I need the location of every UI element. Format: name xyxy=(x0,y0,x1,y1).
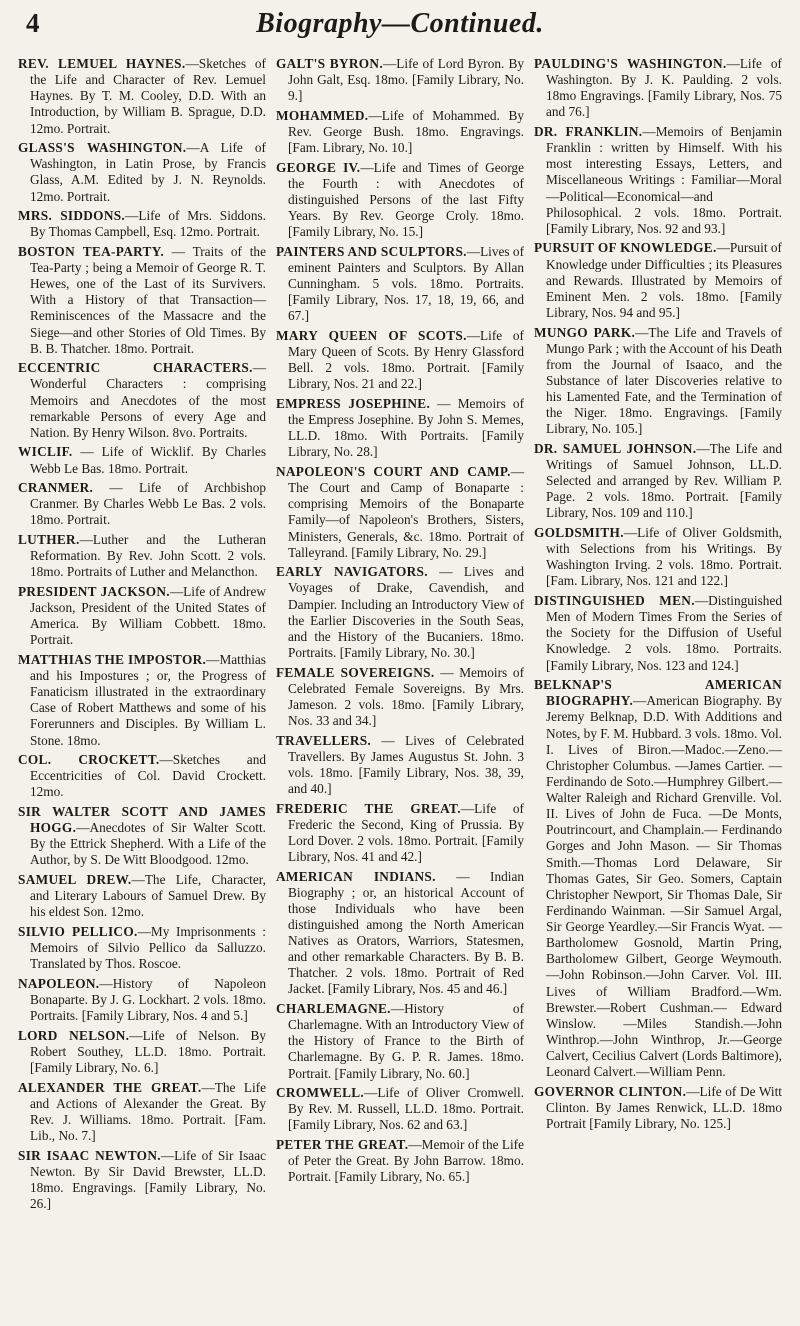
catalogue-entry xyxy=(18,532,266,580)
entry-heading: TRAVELLERS. xyxy=(276,732,372,748)
catalogue-entry xyxy=(276,1137,524,1185)
catalogue-entry xyxy=(18,1028,266,1076)
entry-heading: SAMUEL DREW. xyxy=(18,872,132,887)
catalogue-entry xyxy=(18,872,266,920)
entry-description: —Memoirs of Benjamin Franklin : written by Himself. With his most interesting Essays, Letters, and Miscellaneous Writings : Familiar—Moral—Political—Economical—and Philosophical. 2 vols. 18mo. Portrait. [Family Library, Nos. 92 and 93.] xyxy=(546,124,782,236)
catalogue-entry xyxy=(18,56,266,137)
entry-description: —Life and Times of George the Fourth : with Anecdotes of distinguished Persons of the last Fifty Years. By Rev. George Croly. 18mo. [Family Library, No. 15.] xyxy=(288,159,524,240)
entry-heading: MOHAMMED. xyxy=(276,107,369,123)
entry-heading: LUTHER. xyxy=(18,532,80,547)
entry-description: — Lives and Voyages of Drake, Cavendish, and Dampier. Including an Introductory View of the Earlier Discoveries in the South Seas, and the History of the Bucaniers. 18mo. Portraits. [Family Library, No. 30.] xyxy=(288,564,524,660)
entry-heading: DR. FRANKLIN. xyxy=(534,124,643,139)
entry-heading: CROMWELL. xyxy=(276,1085,365,1101)
catalogue-entry xyxy=(276,564,524,661)
catalogue-entry xyxy=(18,444,266,476)
entry-heading: BOSTON TEA-PARTY. xyxy=(18,243,165,259)
entry-heading: ECCENTRIC CHARACTERS. xyxy=(18,360,253,376)
entry-heading: AMERICAN INDIANS. xyxy=(276,868,436,884)
entry-description: — Memoirs of the Empress Josephine. By John S. Memes, LL.D. 18mo. With Portraits. [Family Library, No. 28.] xyxy=(288,396,525,460)
catalogue-entry xyxy=(276,733,524,798)
entry-description: —Life of Nelson. By Robert Southey, LL.D. 18mo. Portrait. [Family Library, No. 6.] xyxy=(30,1027,266,1075)
catalogue-entry xyxy=(534,240,782,321)
catalogue-entry xyxy=(276,108,524,156)
entry-description: — Life of Wicklif. By Charles Webb Le Bas. 18mo. Portrait. xyxy=(30,444,266,476)
catalogue-entry xyxy=(534,677,782,1080)
entry-heading: FEMALE SOVEREIGNS. xyxy=(276,664,435,680)
catalogue-entry xyxy=(18,244,266,357)
entry-heading: PRESIDENT JACKSON. xyxy=(18,583,170,599)
entry-description: —Life of Washington. By J. K. Paulding. 2 vols. 18mo Engravings. [Family Library, Nos. 75 and 76.] xyxy=(546,56,782,120)
entry-heading: PETER THE GREAT. xyxy=(276,1137,409,1152)
entry-heading: ALEXANDER THE GREAT. xyxy=(18,1079,202,1095)
catalogue-entry xyxy=(18,1148,266,1213)
entry-description: —Sketches and Eccentricities of Col. David Crockett. 12mo. xyxy=(30,752,266,800)
entry-description: —Life of De Witt Clinton. By James Renwick, LL.D. 18mo Portrait [Family Library, No. 125.] xyxy=(546,1083,782,1131)
entry-description: — Memoirs of Celebrated Female Sovereigns. By Mrs. Jameson. 2 vols. 18mo. [Family Library, Nos. 33 and 34.] xyxy=(288,664,524,728)
entry-description: —American Biography. By Jeremy Belknap, D.D. With Additions and Notes, by F. M. Hubbard. 3 vols. 18mo. Vol. I. Lives of Biron.—Madoc.—Zeno.—Christopher Columbus. —James Cartier. — Ferdinando de Soto.—Humphrey Gilbert.—Walter Raleigh and Richard Grenville. Vol. II. Lives of John de Fuca. —De Monts, Poutrincourt, and Champlain.— Ferdinando Gorges and John Mason. — Sir Thomas Smith.—Thomas Lord Delaware, Sir Thomas Gates, Sir Geo. Somers, Captain Christopher Newport, Sir Thomas Dale, Sir Ferdinando Wainman. —Sir Samuel Argal, Sir George Yeardley.—Sir Francis Wyat. —Bartholomew Gosnold, Martin Pring, Bartholomew Gilbert, George Weymouth.—John Robinson.—John Carver. Vol. III. Lives of William Bradford.—Wm. Brewster.—Robert Cushman.— Edward Winslow. —Miles Standish.—John Winthrop.—John Winthrop, Jr.—George Calvert, Cecilius Calvert (Lords Baltimore), Leonard Calvert.—William Penn. xyxy=(546,693,782,1080)
entry-heading: GEORGE IV. xyxy=(276,159,361,175)
entry-description: —Life of Frederic the Second, King of Prussia. By Lord Dover. 2 vols. 18mo. Portrait. [Family Library, Nos. 41 and 42.] xyxy=(288,800,524,864)
entry-heading: SIR ISAAC NEWTON. xyxy=(18,1147,161,1163)
entry-heading: COL. CROCKETT. xyxy=(18,752,160,768)
catalogue-entry xyxy=(534,441,782,522)
entry-heading: PURSUIT OF KNOWLEDGE. xyxy=(534,240,717,256)
catalogue-entry xyxy=(276,244,524,325)
entry-heading: GOLDSMITH. xyxy=(534,525,624,540)
entry-description: —Lives of eminent Painters and Sculptors. By Allan Cunningham. 5 vols. 18mo. Portraits. [Family Library, Nos. 17, 18, 19, 66, and 67.] xyxy=(288,243,525,324)
entry-description: —Life of Oliver Goldsmith, with Selections from his Writings. By Washington Irving. 2 vols. 18mo. Portrait. [Fam. Library, Nos. 121 and 122.] xyxy=(546,525,782,589)
entry-heading: MRS. SIDDONS. xyxy=(18,208,126,224)
entry-description: —The Life, Character, and Literary Labours of Samuel Drew. By his eldest Son. 12mo. xyxy=(30,872,266,920)
catalogue-entry xyxy=(276,665,524,730)
catalogue-entry xyxy=(18,976,266,1024)
entry-heading: EMPRESS JOSEPHINE. xyxy=(276,396,431,411)
entry-heading: FREDERIC THE GREAT. xyxy=(276,800,461,816)
entry-heading: REV. LEMUEL HAYNES. xyxy=(18,56,186,71)
entry-description: —Luther and the Lutheran Reformation. By Rev. John Scott. 2 vols. 18mo. Portraits of Luther and Melancthon. xyxy=(30,532,266,580)
entry-heading: CHARLEMAGNE. xyxy=(276,1001,391,1016)
entry-heading: PAULDING'S WASHINGTON. xyxy=(534,56,727,71)
catalogue-entry xyxy=(18,480,266,528)
entry-description: —Life of Mary Queen of Scots. By Henry Glassford Bell. 2 vols. 18mo. Portrait. [Family Library, Nos. 21 and 22.] xyxy=(288,328,524,392)
entry-description: — Life of Archbishop Cranmer. By Charles Webb Le Bas. 2 vols. 18mo. Portrait. xyxy=(30,480,266,528)
entry-heading: GLASS'S WASHINGTON. xyxy=(18,140,187,156)
entry-description: —Sketches of the Life and Character of Rev. Lemuel Haynes. By T. M. Cooley, D.D. With an Introduction, by William B. Sprague, D.D. 12mo. Portrait. xyxy=(30,56,266,136)
catalogue-entry xyxy=(276,801,524,866)
entry-heading: PAINTERS AND SCULPTORS. xyxy=(276,243,467,259)
entry-description: —Memoir of the Life of Peter the Great. By John Barrow. 18mo. Portrait. [Family Library, No. 65.] xyxy=(288,1137,524,1185)
entry-heading: EARLY NAVIGATORS. xyxy=(276,564,428,580)
entry-description: —Life of Oliver Cromwell. By Rev. M. Russell, LL.D. 18mo. Portrait. [Family Library, Nos. 62 and 63.] xyxy=(288,1085,524,1133)
catalogue-entry xyxy=(18,1080,266,1145)
catalogue-entry xyxy=(534,593,782,674)
catalogue-entry xyxy=(18,652,266,749)
catalogue-entry xyxy=(276,56,524,104)
entry-description: —Pursuit of Knowledge under Difficulties ; its Pleasures and Rewards. Illustrated by Memoirs of Eminent Men. 2 vols. 18mo. [Family Library, Nos. 94 and 95.] xyxy=(546,240,782,320)
catalogue-entry xyxy=(18,360,266,441)
catalogue-entry xyxy=(18,924,266,972)
page-number: 4 xyxy=(26,8,40,38)
entry-description: —The Life and Actions of Alexander the Great. By Rev. J. Williams. 18mo. Portrait. [Fam. Lib., No. 7.] xyxy=(30,1079,266,1143)
catalogue-entry xyxy=(534,56,782,121)
catalogue-entry xyxy=(276,396,524,461)
entry-description: —Distinguished Men of Modern Times From the Series of the Society for the Diffusion of Useful Knowledge. 2 vols. 18mo. Portraits. [Family Library, Nos. 123 and 124.] xyxy=(546,593,782,673)
column-left xyxy=(18,56,266,1216)
catalogue-entry xyxy=(534,124,782,237)
entry-heading: NAPOLEON'S COURT AND CAMP. xyxy=(276,464,511,479)
entry-heading: LORD NELSON. xyxy=(18,1027,130,1043)
catalogue-entry xyxy=(276,1085,524,1133)
entry-description: —My Imprisonments : Memoirs of Silvio Pellico da Salluzzo. Translated by Thos. Roscoe. xyxy=(30,923,266,972)
entry-heading: NAPOLEON. xyxy=(18,975,100,991)
entry-description: —Wonderful Characters : comprising Memoirs and Anecdotes of the most remarkable Persons of every Age and Nation. By Henry Wilson. 8vo. Portraits. xyxy=(30,360,266,440)
entry-heading: MUNGO PARK. xyxy=(534,324,636,340)
entry-description: —The Life and Writings of Samuel Johnson, LL.D. Selected and arranged by Rev. William P. Page. 2 vols. 18mo. Portrait. [Family Library, Nos. 109 and 110.] xyxy=(546,440,783,521)
entry-heading: SILVIO PELLICO. xyxy=(18,923,138,939)
catalogue-entry xyxy=(534,525,782,590)
entry-description: —Life of Lord Byron. By John Galt, Esq. 18mo. [Family Library, No. 9.] xyxy=(288,56,525,104)
entry-heading: DR. SAMUEL JOHNSON. xyxy=(534,440,697,456)
entry-description: — Indian Biography ; or, an historical Account of those Individuals who have been distinguished among the North American Natives as Orators, Warriors, Statesmen, and other remarkable Characters. By B. B. Thatcher. 2 vols. 18mo. Portrait of Red Jacket. [Family Library, Nos. 45 and 46.] xyxy=(288,868,524,997)
running-head xyxy=(18,8,782,48)
running-title: Biography—Continued. xyxy=(256,8,544,39)
entry-description: —The Life and Travels of Mungo Park ; with the Account of his Death from the Journal of Isaaco, and the Substance of later Discoveries relative to his Lamented Fate, and the Termination of the Niger. 18mo. Engravings. [Family Library, No. 105.] xyxy=(546,324,782,437)
entry-heading: GALT'S BYRON. xyxy=(276,56,383,71)
column-middle xyxy=(276,56,524,1216)
entry-heading: CRANMER. xyxy=(18,480,94,496)
entry-description: — Lives of Celebrated Travellers. By James Augustus St. John. 3 vols. 18mo. [Family Library, Nos. 38, 39, and 40.] xyxy=(288,732,524,796)
columns xyxy=(18,56,782,1216)
entry-description: —A Life of Washington, in Latin Prose, by Francis Glass, A.M. Edited by J. N. Reynolds. 12mo. Portrait. xyxy=(30,140,266,204)
catalogue-entry xyxy=(276,160,524,241)
entry-description: —Life of Mohammed. By Rev. George Bush. 18mo. Engravings. [Fam. Library, No. 10.] xyxy=(288,107,524,156)
entry-heading: SIR WALTER SCOTT AND JAMES HOGG. xyxy=(18,804,266,836)
entry-description: —The Court and Camp of Bonaparte : comprising Memoirs of the Bonaparte Family—of Napoleon's Brothers, Sisters, Ministers, Generals, &c. 18mo. Portrait of Talleyrand. [Family Library, No. 29.] xyxy=(288,464,524,560)
catalogue-entry xyxy=(534,1084,782,1132)
entry-description: —History of Charlemagne. With an Introductory View of the History of France to the Birth of Charlemagne. By G. P. R. James. 18mo. Portrait. [Family Library, No. 60.] xyxy=(288,1001,524,1081)
entry-description: —History of Napoleon Bonaparte. By J. G. Lockhart. 2 vols. 18mo. Portraits. [Family Library, Nos. 4 and 5.] xyxy=(30,975,266,1023)
catalogue-entry xyxy=(276,328,524,393)
catalogue-entry xyxy=(276,869,524,998)
entry-heading: MARY QUEEN OF SCOTS. xyxy=(276,328,467,343)
catalogue-entry xyxy=(276,1001,524,1082)
catalogue-entry xyxy=(18,752,266,800)
entry-description: —Anecdotes of Sir Walter Scott. By the Ettrick Shepherd. With a Life of the Author, by S. De Witt Bloodgood. 12mo. xyxy=(30,820,266,868)
entry-description: —Matthias and his Impostures ; or, the Progress of Fanaticism illustrated in the extraordinary Case of Robert Matthews and some of his Forerunners and Disciples. By William L. Stone. 18mo. xyxy=(30,651,266,748)
catalogue-entry xyxy=(534,325,782,438)
entry-heading: GOVERNOR CLINTON. xyxy=(534,1083,687,1099)
entry-description: —Life of Andrew Jackson, President of the United States of America. By William Cobbett. 18mo. Portrait. xyxy=(30,583,266,648)
entry-heading: MATTHIAS THE IMPOSTOR. xyxy=(18,651,207,667)
entry-heading: BELKNAP'S AMERICAN BIOGRAPHY. xyxy=(534,677,782,709)
catalogue-entry xyxy=(18,208,266,240)
entry-heading: WICLIF. xyxy=(18,444,73,460)
entry-description: — Traits of the Tea-Party ; being a Memoir of George R. T. Hewes, one of the Last of its Survivers. With a History of that Transaction—Reminiscences of the Massacre and the Siege—and other Stories of Old Times. By B. B. Thatcher. 18mo. Portrait. xyxy=(30,243,266,356)
column-right xyxy=(534,56,782,1216)
catalogue-entry xyxy=(18,584,266,649)
catalogue-entry xyxy=(18,804,266,869)
entry-description: —Life of Mrs. Siddons. By Thomas Campbell, Esq. 12mo. Portrait. xyxy=(30,208,266,240)
entry-heading: DISTINGUISHED MEN. xyxy=(534,593,695,608)
catalogue-entry xyxy=(276,464,524,561)
entry-description: —Life of Sir Isaac Newton. By Sir David Brewster, LL.D. 18mo. Engravings. [Family Library, No. 26.] xyxy=(30,1147,266,1211)
catalogue-entry xyxy=(18,140,266,205)
